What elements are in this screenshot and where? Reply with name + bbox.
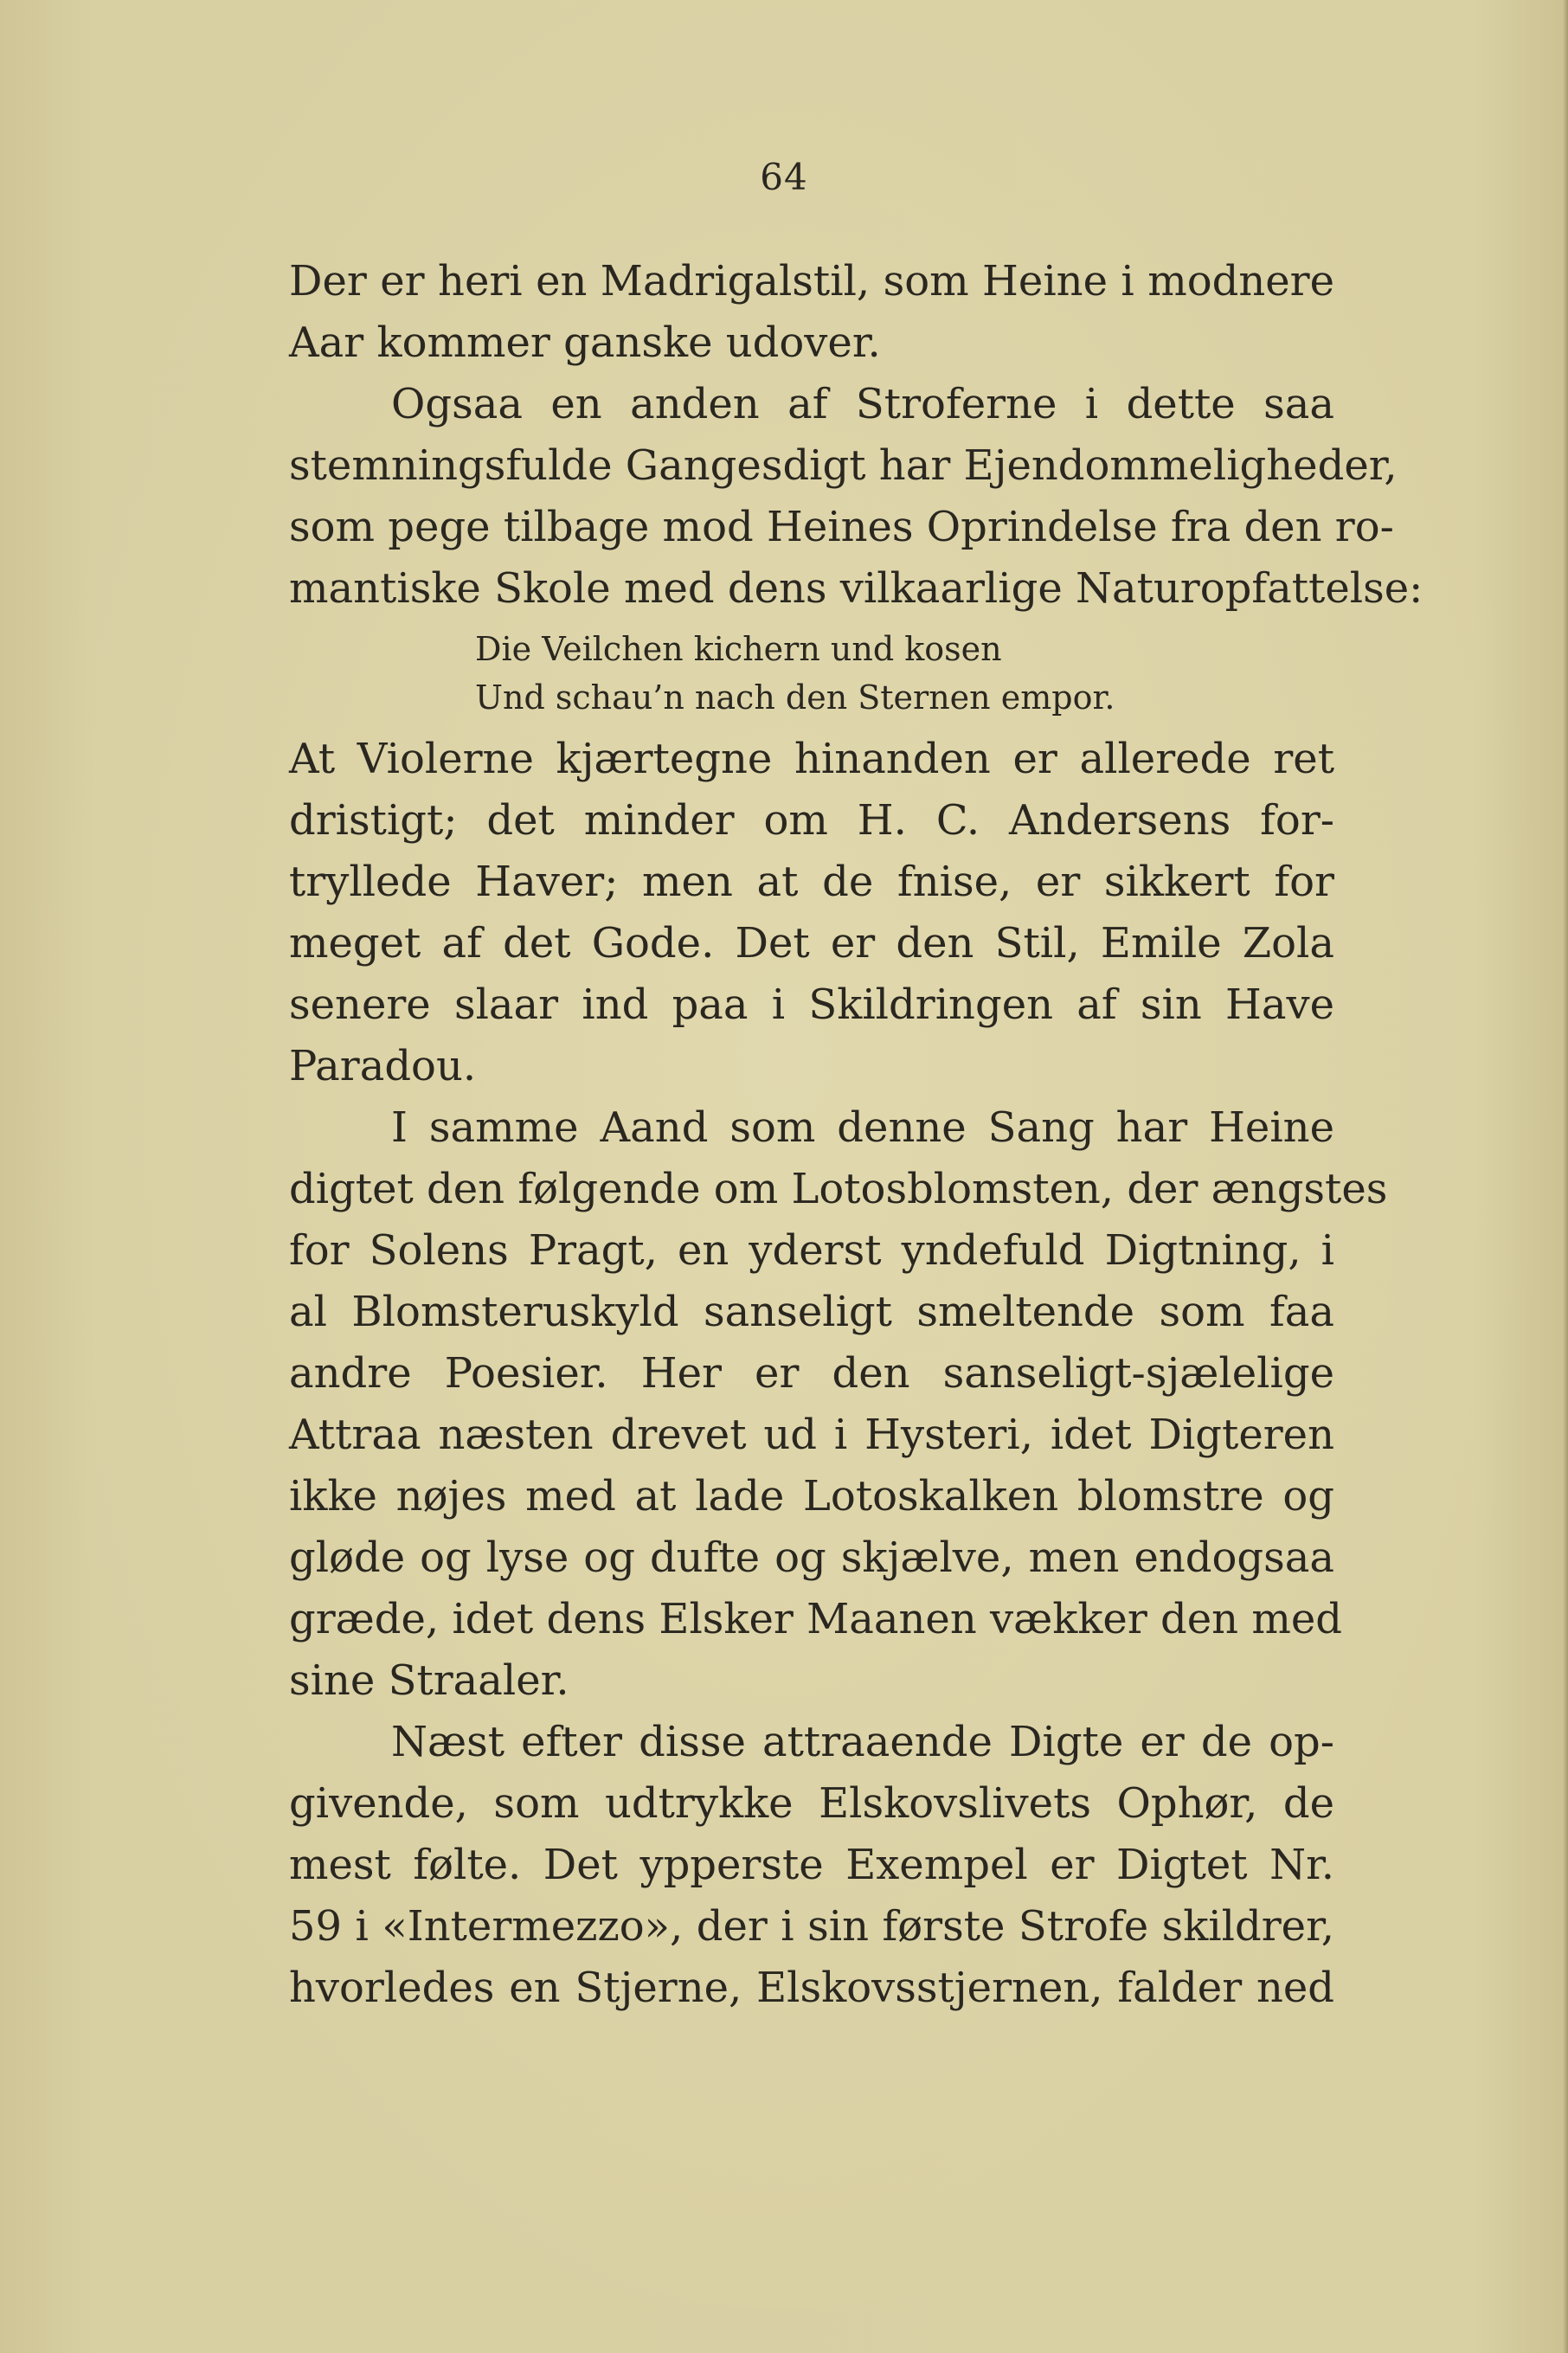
text-line: dristigt; det minder om H. C. Andersens for- bbox=[289, 796, 1334, 845]
text-line: tryllede Haver; men at de fnise, er sikkert for bbox=[289, 858, 1334, 906]
text-line: mantiske Skole med dens vilkaarlige Naturopfattelse: bbox=[289, 564, 1423, 613]
text-line: al Blomsteruskyld sanseligt smeltende som faa bbox=[289, 1288, 1334, 1336]
text-line: meget af det Gode. Det er den Stil, Emile Zola bbox=[289, 919, 1334, 968]
text-line: Attraa næsten drevet ud i Hysteri, idet Digteren bbox=[289, 1411, 1334, 1459]
text-line: givende, som udtrykke Elskovslivets Ophør, de bbox=[289, 1779, 1334, 1828]
text-line: for Solens Pragt, en yderst yndefuld Digtning, i bbox=[289, 1226, 1334, 1275]
text-line: 59 i «Intermezzo», der i sin første Strofe skildrer, bbox=[289, 1902, 1334, 1951]
text-line: Paradou. bbox=[289, 1042, 477, 1090]
verse-line: Die Veilchen kichern und kosen bbox=[475, 630, 1002, 668]
text-line: andre Poesier. Her er den sanseligt-sjælelige bbox=[289, 1349, 1334, 1398]
text-line: gløde og lyse og dufte og skjælve, men endogsaa bbox=[289, 1533, 1334, 1582]
text-line: I samme Aand som denne Sang har Heine bbox=[391, 1103, 1334, 1152]
text-line: hvorledes en Stjerne, Elskovsstjernen, falder ned bbox=[289, 1964, 1334, 2012]
text-line: Næst efter disse attraaende Digte er de op- bbox=[391, 1718, 1334, 1766]
text-line: Ogsaa en anden af Stroferne i dette saa bbox=[391, 380, 1334, 428]
text-line: sine Straaler. bbox=[289, 1656, 569, 1705]
text-line: ikke nøjes med at lade Lotoskalken blomstre og bbox=[289, 1472, 1334, 1520]
body-text bbox=[289, 251, 1423, 2019]
text-line: som pege tilbage mod Heines Oprindelse fra den ro- bbox=[289, 503, 1394, 551]
text-line: At Violerne kjærtegne hinanden er allerede ret bbox=[289, 735, 1334, 783]
text-line: mest følte. Det ypperste Exempel er Digtet Nr. bbox=[289, 1841, 1334, 1889]
text-line: digtet den følgende om Lotosblomsten, der ængstes bbox=[289, 1165, 1388, 1213]
text-line: Aar kommer ganske udover. bbox=[289, 318, 881, 367]
verse-line: Und schau’n nach den Sternen empor. bbox=[475, 678, 1115, 717]
text-line: græde, idet dens Elsker Maanen vækker den med bbox=[289, 1595, 1342, 1643]
text-line: Der er heri en Madrigalstil, som Heine i modnere bbox=[289, 257, 1334, 305]
text-line: senere slaar ind paa i Skildringen af sin Have bbox=[289, 980, 1334, 1029]
text-line: stemningsfulde Gangesdigt har Ejendommeligheder, bbox=[289, 441, 1398, 490]
page-edge-shadow bbox=[1563, 0, 1568, 2353]
page-number: 64 bbox=[760, 156, 808, 198]
